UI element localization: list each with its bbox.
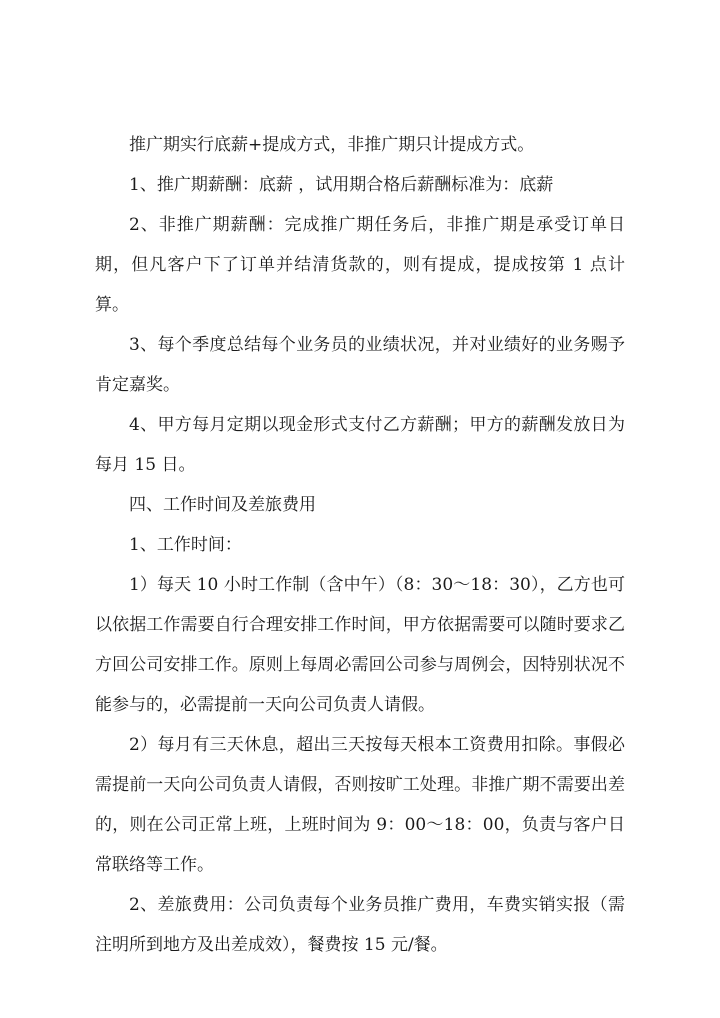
paragraph-payment-date: 4、甲方每月定期以现金形式支付乙方薪酬；甲方的薪酬发放日为每月 15 日。 <box>95 415 625 475</box>
section-heading-work-time: 四、工作时间及差旅费用 <box>129 495 316 515</box>
subheading-work-time: 1、工作时间： <box>129 535 242 555</box>
paragraph-non-promotion-pay: 2、非推广期薪酬：完成推广期任务后，非推广期是承受订单日期，但凡客户下了订单并结清货款的，则有提成，提成按第 1 点计算。 <box>95 215 625 315</box>
paragraph-travel-expenses: 2、差旅费用：公司负责每个业务员推广费用，车费实销实报（需注明所到地方及出差成效），餐费按 15 元/餐。 <box>95 895 625 955</box>
paragraph-daily-hours: 1）每天 10 小时工作制（含中午）（8：30～18：30），乙方也可以依据工作需要自行合理安排工作时间，甲方依据需要可以随时要求乙方回公司安排工作。原则上每周必需回公司参与周例会，因特别状况不能参与的，必需提前一天向公司负责人请假。 <box>95 575 625 715</box>
paragraph-commission-mode: 推广期实行底薪+提成方式，非推广期只计提成方式。 <box>129 135 535 155</box>
paragraph-promotion-pay: 1、推广期薪酬：底薪 ，试用期合格后薪酬标准为：底薪 <box>129 175 554 195</box>
paragraph-leave-rules: 2）每月有三天休息，超出三天按每天根本工资费用扣除。事假必需提前一天向公司负责人请假，否则按旷工处理。非推广期不需要出差的，则在公司正常上班，上班时间为 9：00～18：00，负责与客户日常联络等工作。 <box>95 735 625 875</box>
document-body <box>95 125 625 965</box>
paragraph-quarterly-review: 3、每个季度总结每个业务员的业绩状况，并对业绩好的业务赐予肯定嘉奖。 <box>95 335 625 395</box>
